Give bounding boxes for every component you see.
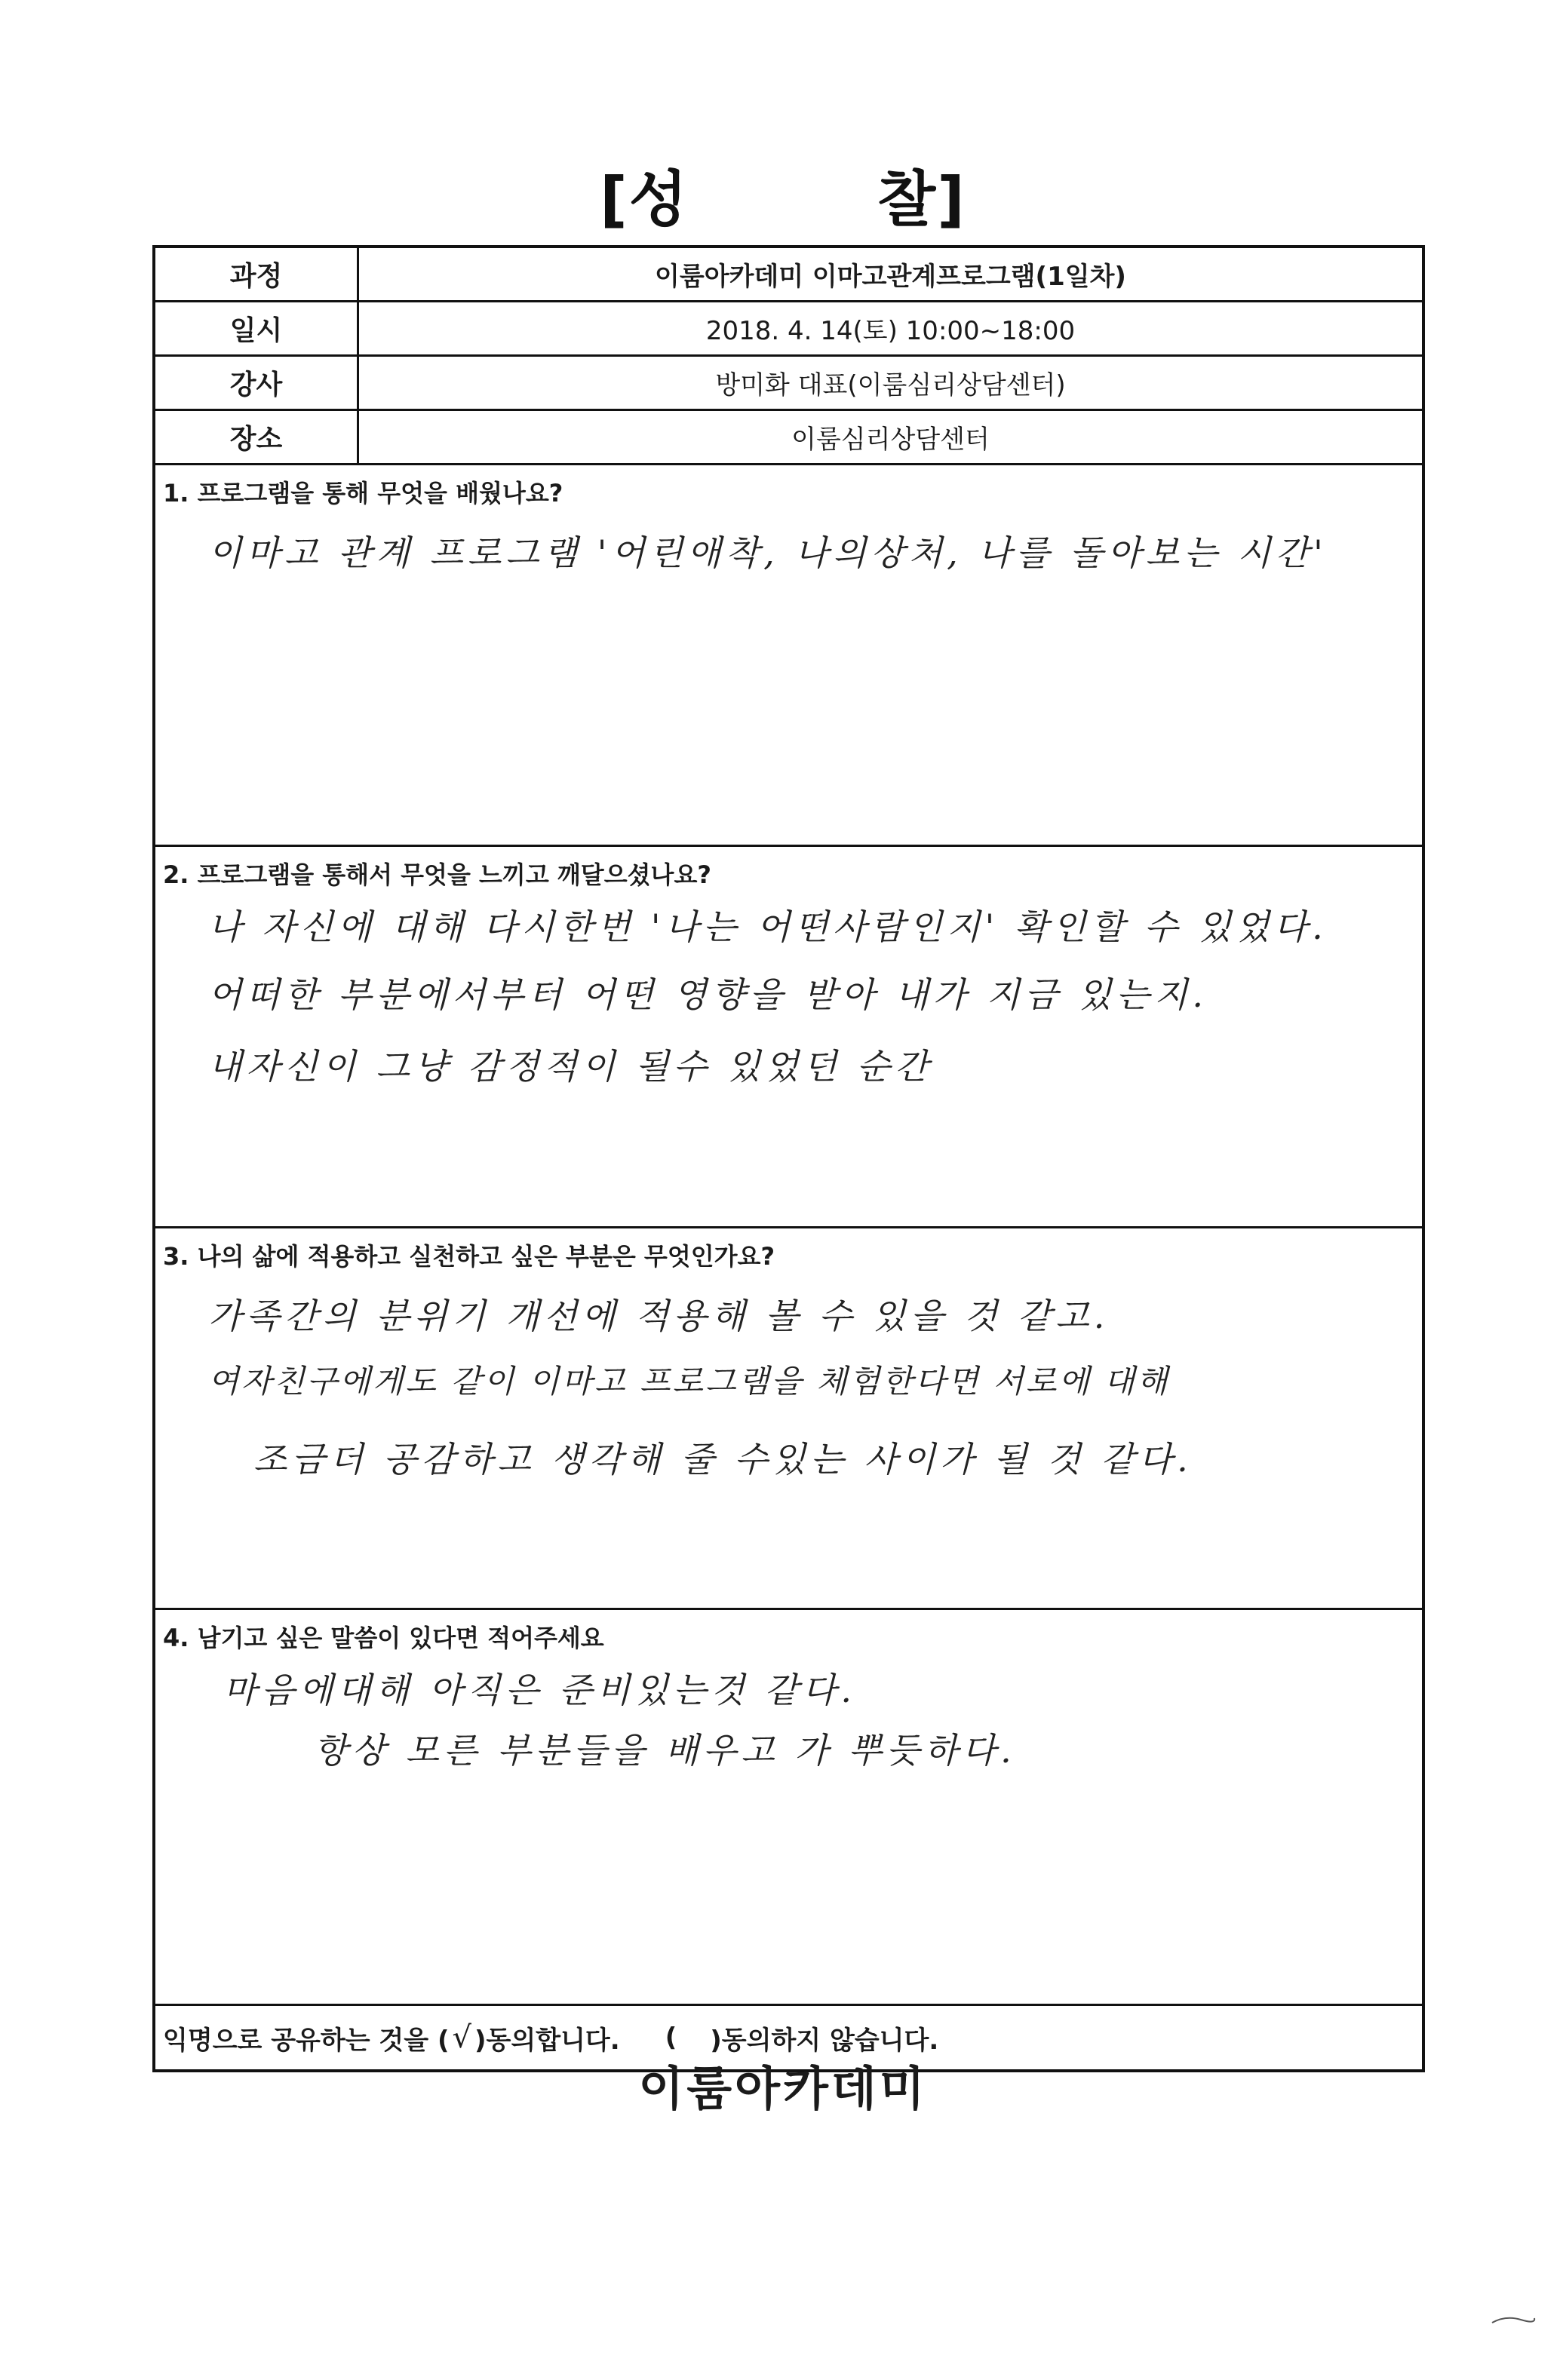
handwritten-answer: 여자친구에게도 같이 이마고 프로그램을 체험한다면 서로에 대해 bbox=[208, 1363, 1170, 1400]
handwritten-answer: 조금더 공감하고 생각해 줄 수있는 사이가 될 것 같다. bbox=[253, 1439, 1193, 1480]
question-section-2 bbox=[155, 847, 1422, 1228]
handwritten-answer: 가족간의 분위기 개선에 적용해 볼 수 있을 것 같고. bbox=[208, 1296, 1110, 1336]
question-title: 3. 나의 삶에 적용하고 실천하고 싶은 부분은 무엇인가요? bbox=[163, 1242, 775, 1271]
info-row-location bbox=[155, 411, 1422, 465]
question-section-1 bbox=[155, 465, 1422, 847]
info-value: 2018. 4. 14(토) 10:00~18:00 bbox=[705, 316, 1076, 346]
info-label: 일시 bbox=[155, 302, 359, 354]
page-title bbox=[0, 151, 1566, 238]
info-value: 방미화 대표(이룸심리상담센터) bbox=[715, 370, 1066, 400]
question-section-4 bbox=[155, 1610, 1422, 2006]
info-label: 과정 bbox=[155, 248, 359, 300]
reflection-form bbox=[152, 245, 1425, 2072]
question-title: 2. 프로그램을 통해서 무엇을 느끼고 깨달으셨나요? bbox=[163, 860, 711, 889]
disagree-open[interactable]: ( bbox=[665, 2023, 677, 2053]
info-row-instructor bbox=[155, 357, 1422, 411]
info-value: 이룸아카데미 이마고관계프로그램(1일차) bbox=[655, 262, 1126, 292]
agree-checkmark[interactable]: √ bbox=[452, 2020, 471, 2055]
disagree-label: )동의하지 않습니다. bbox=[710, 2025, 939, 2056]
handwritten-answer: 이마고 관계 프로그램 '어린애착, 나의상처, 나를 돌아보는 시간' bbox=[208, 532, 1328, 573]
title-right: 찰] bbox=[877, 164, 966, 235]
scan-mark-icon bbox=[1491, 2312, 1536, 2327]
question-title: 4. 남기고 싶은 말씀이 있다면 적어주세요 bbox=[163, 1624, 604, 1652]
question-section-3 bbox=[155, 1228, 1422, 1610]
info-row-course bbox=[155, 248, 1422, 302]
question-title: 1. 프로그램을 통해 무엇을 배웠나요? bbox=[163, 479, 563, 508]
info-label: 장소 bbox=[155, 411, 359, 463]
info-value: 이룸심리상담센터 bbox=[791, 425, 990, 455]
info-row-date bbox=[155, 302, 1422, 357]
handwritten-answer: 나 자신에 대해 다시한번 '나는 어떤사람인지' 확인할 수 있었다. bbox=[208, 906, 1328, 947]
consent-prefix: 익명으로 공유하는 것을 ( bbox=[163, 2025, 450, 2056]
handwritten-answer: 어떠한 부분에서부터 어떤 영향을 받아 내가 지금 있는지. bbox=[208, 974, 1208, 1015]
info-label: 강사 bbox=[155, 357, 359, 409]
footer-brand: 이룸아카데미 bbox=[638, 2061, 928, 2116]
handwritten-answer: 내자신이 그냥 감정적이 될수 있었던 순간 bbox=[208, 1046, 933, 1087]
title-left: [성 bbox=[600, 164, 689, 235]
handwritten-answer: 항상 모른 부분들을 배우고 가 뿌듯하다. bbox=[314, 1730, 1016, 1771]
agree-label: )동의합니다. bbox=[474, 2025, 620, 2056]
handwritten-answer: 마음에대해 아직은 준비있는것 같다. bbox=[223, 1670, 857, 1710]
